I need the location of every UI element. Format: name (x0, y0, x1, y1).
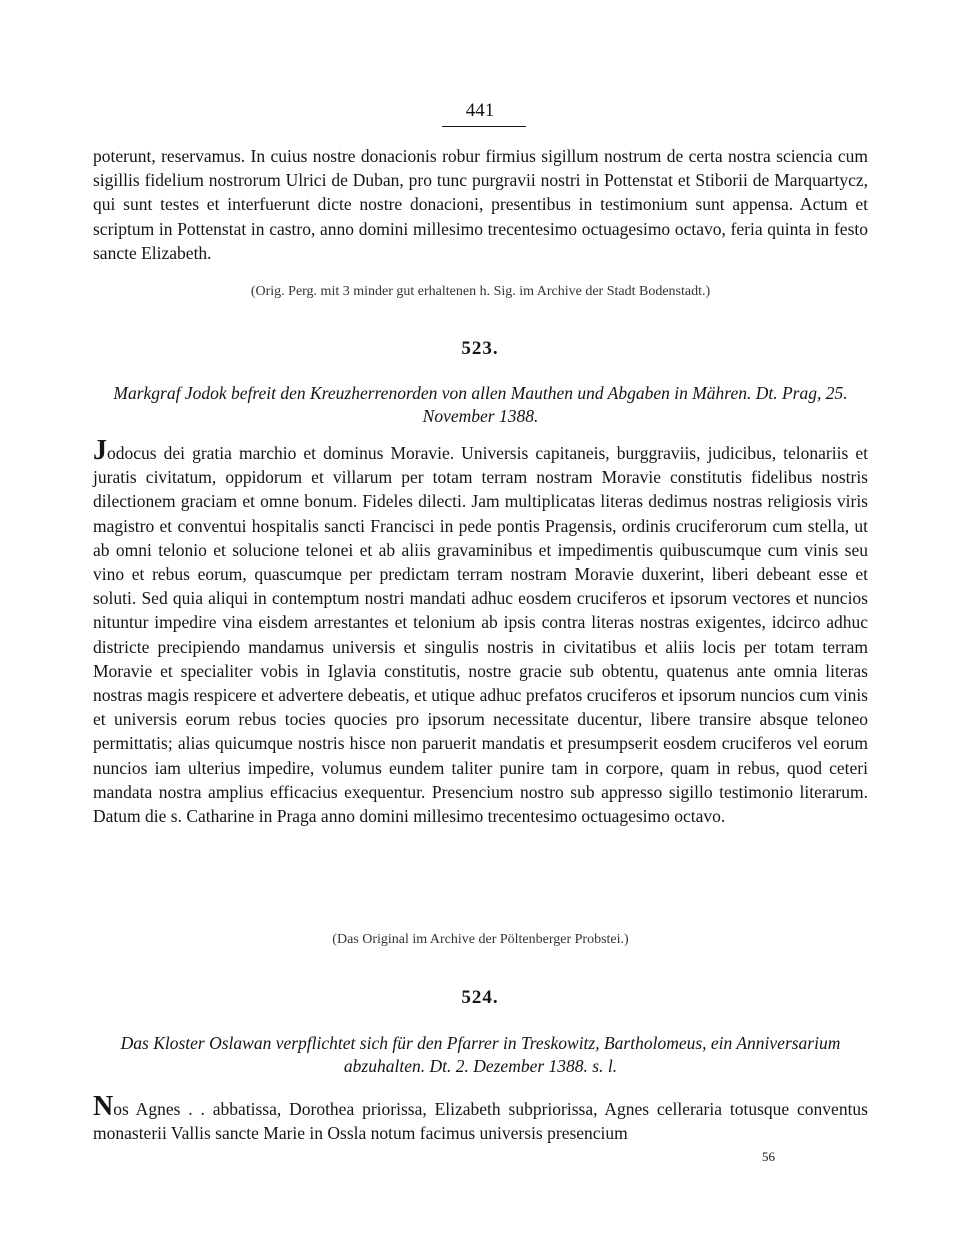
continuation-text: poterunt, reservamus. In cuius nostre donacionis robur firmius sigillum nostrum de certa nostra sciencia cum sigillis fidelium nostrorum Ulrici de Duban, pro tunc purgravii nostri in Pottenstat et Stiborii de Marquartycz, qui sunt testes et interfuerunt dicte nostre donacioni, presentibus in testimonium sunt appensa. Actum et scriptum in Pottenstat in castro, anno domini millesimo trecentesimo octuagesimo octavo, feria quinta in festo sancte Elizabeth. (93, 146, 868, 263)
page-number-rule (442, 126, 526, 127)
document-524-initial: N (93, 1091, 114, 1122)
document-523-body (93, 435, 868, 828)
document-524-heading: Das Kloster Oslawan verpflichtet sich für den Pfarrer in Treskowitz, Bartholomeus, ein Anniversarium abzuhalten. Dt. 2. Dezember 1388. s. l. (120, 1033, 841, 1076)
document-523-initial: J (93, 435, 107, 466)
document-523-heading: Markgraf Jodok befreit den Kreuzherrenorden von allen Mauthen und Abgaben in Mähren. Dt. Prag, 25. November 1388. (113, 383, 848, 426)
page-number: 441 (465, 100, 495, 121)
document-523-text: odocus dei gratia marchio et dominus Moravie. Universis capitaneis, burggraviis, judicibus, telonariis et juratis civitatum, oppidorum et villarum per totam terram nostram Moravie constitutis fidelibus nostris dilectionem graciam et omne bonum. Fideles dilecti. Jam multiplicatas literas dedimus nostras religiosis viris magistro et conventui hospitalis sancti Francisci in pede pontis Pragensis, ordinis cruciferorum cum stella, ut ab omni telonio et solucione telonei et ab aliis gravaminibus et impedimentis quibuscumque cum vinis seu vino et rebus eorum, quascumque per predictam terram nostram Moravie duxerint, liberi debeant esse et soluti. Sed quia aliqui in contemptum nostri mandati adhuc eosdem cruciferos et ipsorum vectores et nuncios nituntur impedire vina eisdem arrestantes et telonium ab ipsis contra literas nostras exigentes, idcirco adhuc districte precipiendo mandamus universis et singulis nostris in civitatibus et aliis locis per totam terram Moravie et specialiter vobis in Iglavia constitutis, nostre gracie sub obtentu, quatenus ante omnia literas nostras magis respicere et advertere debeatis, et utique adhuc prefatos cruciferos et ipsorum nuncios cum vinis et universis eorum rebus tocies quocies pro ipsorum necessitate ducentur, libere transire absque teloneo permittatis; alias quicumque nostris hisce non paruerit mandatis et presumpserit eosdem cruciferos vel eorum nuncios iam ulterius impedire, volumus eundem taliter punire tam in corpore, quam in rebus, quod ceteri mandata nostra amplius efficacius exequentur. Presencium nostro sub appresso sigillo testimonio literarum. Datum die s. Catharine in Praga anno domini millesimo trecentesimo octuagesimo octavo. (93, 443, 868, 827)
document-524-body (93, 1091, 868, 1145)
document-524-number: 524. (461, 987, 499, 1008)
document-523-source-note: (Das Original im Archive der Pöltenberger Probstei.) (332, 932, 629, 947)
continuation-source-note: (Orig. Perg. mit 3 minder gut erhaltenen h. Sig. im Archive der Stadt Bodenstadt.) (250, 284, 711, 299)
document-523-number: 523. (461, 338, 499, 359)
page-signature: 56 (762, 1149, 775, 1164)
document-524-text: os Agnes . . abbatissa, Dorothea priorissa, Elizabeth subpriorissa, Agnes celleraria totusque conventus monasterii Vallis sancte Marie in Ossla notum facimus universis presencium (93, 1099, 868, 1144)
